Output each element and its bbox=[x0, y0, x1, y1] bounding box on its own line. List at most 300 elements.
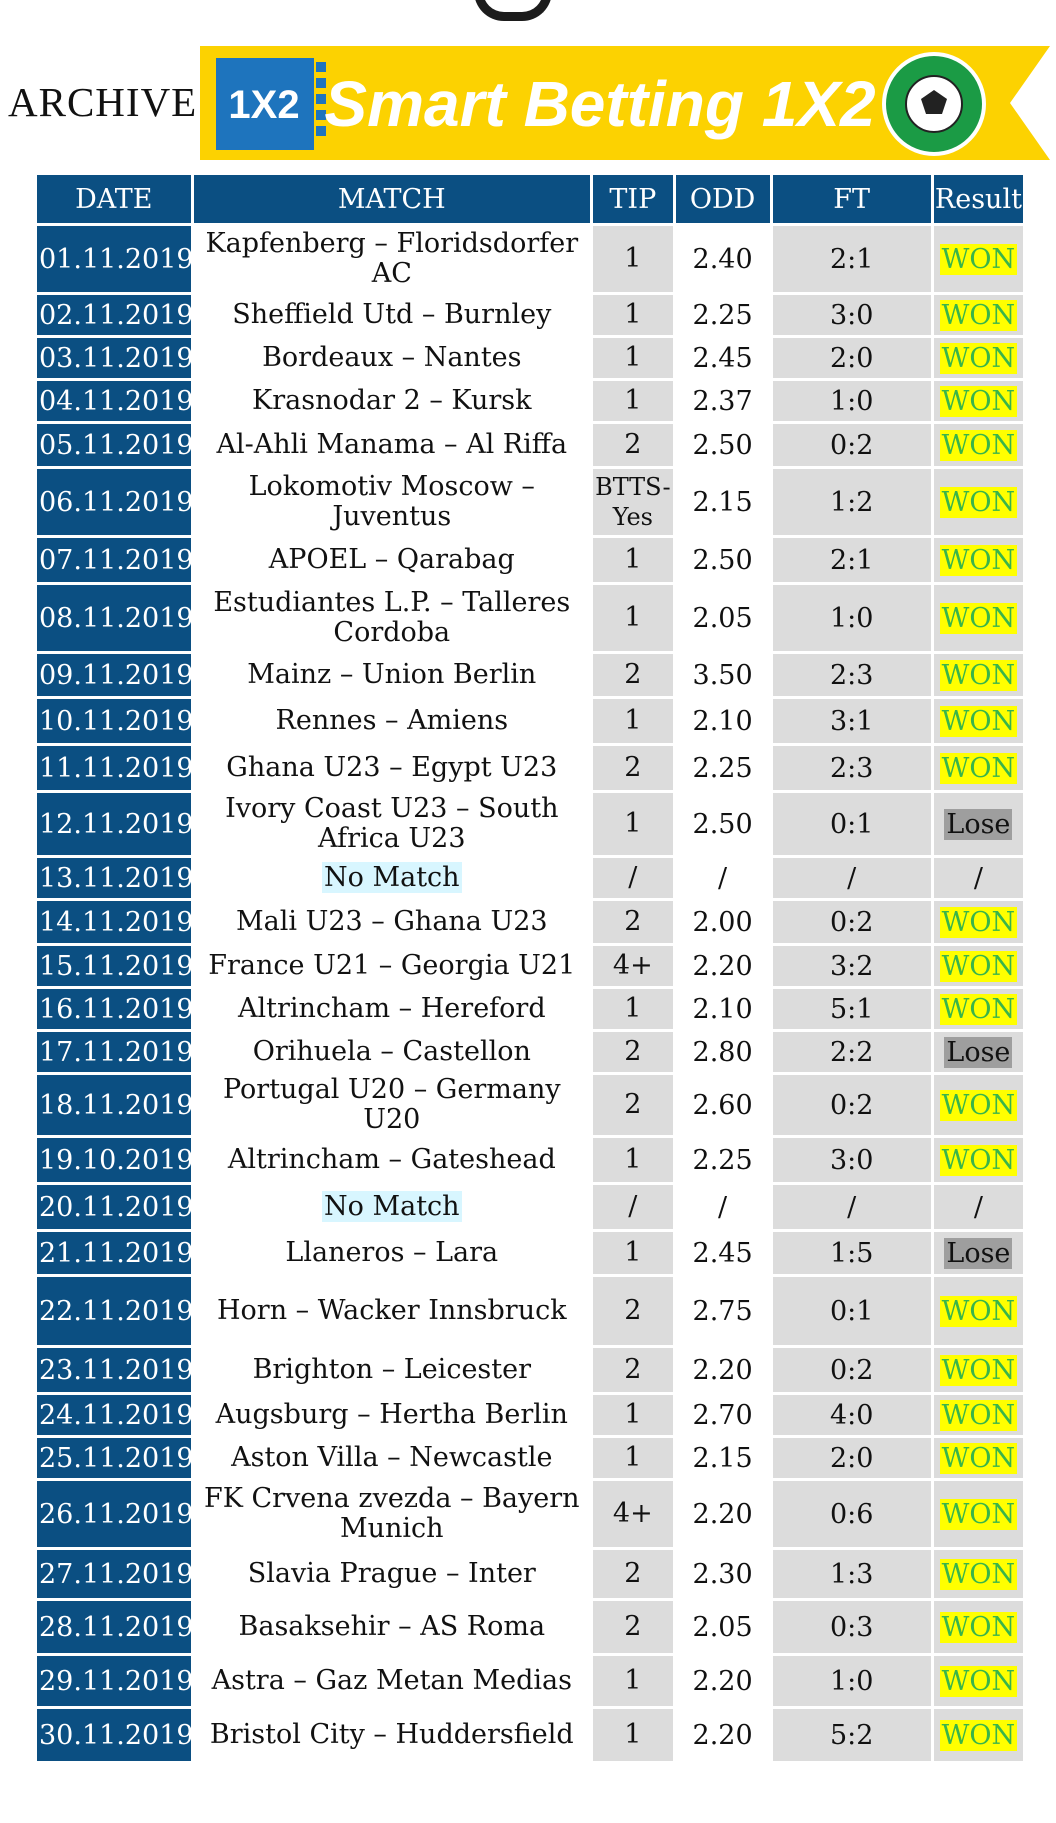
ft-cell bbox=[773, 469, 931, 535]
match-cell bbox=[194, 1138, 590, 1182]
ft-cell-text: 1:0 bbox=[829, 602, 874, 634]
odd-cell-text: 2.80 bbox=[692, 1036, 753, 1068]
tip-cell bbox=[593, 1438, 673, 1478]
odd-cell bbox=[676, 1075, 770, 1135]
match-cell-text: Altrincham – Hereford bbox=[237, 993, 546, 1024]
result-won-badge: WON bbox=[941, 950, 1016, 982]
result-cell bbox=[934, 989, 1023, 1029]
odd-cell-text: 2.20 bbox=[692, 950, 753, 982]
tip-cell bbox=[593, 338, 673, 378]
result-won-badge: WON bbox=[941, 602, 1016, 634]
date-cell-text: 22.11.2019 bbox=[39, 1295, 194, 1327]
match-cell-text: Orihuela – Castellon bbox=[252, 1036, 531, 1067]
tip-cell bbox=[593, 989, 673, 1029]
match-cell bbox=[194, 424, 590, 466]
tip-cell bbox=[593, 746, 673, 790]
date-cell bbox=[37, 381, 194, 421]
match-cell bbox=[194, 946, 590, 986]
date-cell bbox=[37, 338, 194, 378]
odd-cell bbox=[676, 381, 770, 421]
result-won-badge: WON bbox=[941, 1295, 1016, 1327]
odd-cell bbox=[676, 1348, 770, 1392]
ft-cell bbox=[773, 1709, 931, 1761]
ft-cell bbox=[773, 793, 931, 855]
result-lose-badge: Lose bbox=[946, 1237, 1011, 1269]
result-cell bbox=[934, 585, 1023, 651]
table-row bbox=[37, 1709, 1023, 1761]
ft-cell-text: / bbox=[847, 1191, 857, 1223]
match-cell-text: Sheffield Utd – Burnley bbox=[232, 299, 552, 330]
no-match-label: No Match bbox=[324, 862, 460, 893]
match-cell bbox=[194, 469, 590, 535]
match-cell-text: Krasnodar 2 – Kursk bbox=[252, 385, 532, 416]
date-cell bbox=[37, 1348, 194, 1392]
odd-cell bbox=[676, 1601, 770, 1653]
date-cell-text: 05.11.2019 bbox=[39, 429, 194, 461]
odd-cell-text: 2.75 bbox=[692, 1295, 753, 1327]
tip-cell-text: 4+ bbox=[612, 950, 653, 981]
ft-cell-text: 1:2 bbox=[829, 486, 874, 518]
match-cell bbox=[194, 1032, 590, 1072]
tip-cell-text: 2 bbox=[624, 906, 642, 937]
date-cell-text: 02.11.2019 bbox=[39, 299, 194, 331]
date-cell-text: 30.11.2019 bbox=[39, 1719, 194, 1751]
no-match-label: No Match bbox=[324, 1191, 460, 1222]
table-row bbox=[37, 1550, 1023, 1598]
date-cell-text: 17.11.2019 bbox=[39, 1036, 194, 1068]
match-cell bbox=[194, 381, 590, 421]
odd-cell bbox=[676, 295, 770, 335]
tip-cell-text: / bbox=[628, 1191, 638, 1222]
result-cell bbox=[934, 424, 1023, 466]
ft-cell bbox=[773, 1138, 931, 1182]
match-cell bbox=[194, 654, 590, 696]
match-cell bbox=[194, 1438, 590, 1478]
date-cell-text: 10.11.2019 bbox=[39, 705, 194, 737]
tip-cell bbox=[593, 1395, 673, 1435]
result-cell bbox=[934, 1656, 1023, 1706]
date-cell-text: 03.11.2019 bbox=[39, 342, 194, 374]
col-header-date: DATE bbox=[37, 175, 191, 223]
date-cell-text: 15.11.2019 bbox=[39, 950, 194, 982]
odd-cell bbox=[676, 1656, 770, 1706]
odd-cell-text: 2.45 bbox=[692, 1237, 753, 1269]
table-row bbox=[37, 699, 1023, 743]
football-seal-icon bbox=[884, 54, 984, 154]
ft-cell-text: 2:1 bbox=[829, 243, 874, 275]
match-cell-text: Mali U23 – Ghana U23 bbox=[235, 906, 548, 937]
ft-cell-text: 3:0 bbox=[829, 299, 874, 331]
odd-cell-text: 2.20 bbox=[692, 1354, 753, 1386]
match-cell-text: Kapfenberg – Floridsdorfer AC bbox=[205, 228, 579, 289]
match-cell-text: Brighton – Leicester bbox=[252, 1354, 532, 1385]
tip-cell-text: 1 bbox=[624, 602, 642, 633]
match-cell-text: Bordeaux – Nantes bbox=[262, 342, 522, 373]
archive-table bbox=[34, 172, 1026, 1764]
tip-cell-text: 2 bbox=[624, 1558, 642, 1589]
tip-cell bbox=[593, 1232, 673, 1274]
result-empty: / bbox=[973, 1191, 983, 1223]
date-cell bbox=[37, 1032, 194, 1072]
date-cell bbox=[37, 654, 194, 696]
brand-banner-graphic bbox=[200, 46, 1050, 160]
match-cell bbox=[194, 538, 590, 582]
odd-cell-text: 2.15 bbox=[692, 486, 753, 518]
date-cell bbox=[37, 469, 194, 535]
table-row bbox=[37, 469, 1023, 535]
match-cell-text: Rennes – Amiens bbox=[275, 705, 509, 736]
table-row bbox=[37, 946, 1023, 986]
date-cell bbox=[37, 901, 194, 943]
tip-cell-text: 1 bbox=[624, 1665, 642, 1696]
ft-cell bbox=[773, 1656, 931, 1706]
table-row bbox=[37, 1138, 1023, 1182]
result-won-badge: WON bbox=[941, 385, 1016, 417]
ft-cell bbox=[773, 1232, 931, 1274]
tip-cell bbox=[593, 654, 673, 696]
odd-cell bbox=[676, 338, 770, 378]
result-cell bbox=[934, 1601, 1023, 1653]
odd-cell-text: 2.45 bbox=[692, 342, 753, 374]
ft-cell-text: 2:3 bbox=[829, 659, 874, 691]
result-won-badge: WON bbox=[941, 243, 1016, 275]
ft-cell bbox=[773, 901, 931, 943]
tip-cell bbox=[593, 1348, 673, 1392]
ft-cell-text: 0:2 bbox=[829, 429, 874, 461]
date-cell-text: 11.11.2019 bbox=[39, 752, 194, 784]
match-cell bbox=[194, 226, 590, 292]
tip-cell-text: 1 bbox=[624, 1144, 642, 1175]
date-cell bbox=[37, 1277, 194, 1345]
result-won-badge: WON bbox=[941, 659, 1016, 691]
result-cell bbox=[934, 469, 1023, 535]
result-cell bbox=[934, 295, 1023, 335]
odd-cell bbox=[676, 469, 770, 535]
table-row bbox=[37, 858, 1023, 898]
ft-cell bbox=[773, 1601, 931, 1653]
date-cell-text: 21.11.2019 bbox=[39, 1237, 194, 1269]
result-cell bbox=[934, 901, 1023, 943]
ft-cell-text: 4:0 bbox=[829, 1399, 874, 1431]
table-row bbox=[37, 1232, 1023, 1274]
date-cell-text: 14.11.2019 bbox=[39, 906, 194, 938]
result-won-badge: WON bbox=[941, 486, 1016, 518]
match-cell bbox=[194, 1348, 590, 1392]
table-row bbox=[37, 424, 1023, 466]
result-won-badge: WON bbox=[941, 342, 1016, 374]
ft-cell bbox=[773, 1185, 931, 1229]
match-cell bbox=[194, 901, 590, 943]
table-row bbox=[37, 746, 1023, 790]
result-won-badge: WON bbox=[941, 1498, 1016, 1530]
result-won-badge: WON bbox=[941, 705, 1016, 737]
table-row bbox=[37, 1656, 1023, 1706]
odd-cell bbox=[676, 1709, 770, 1761]
result-won-badge: WON bbox=[941, 1089, 1016, 1121]
match-cell bbox=[194, 585, 590, 651]
ft-cell-text: 0:6 bbox=[829, 1498, 874, 1530]
ft-cell bbox=[773, 858, 931, 898]
table-header-row bbox=[37, 175, 1023, 223]
date-cell-text: 16.11.2019 bbox=[39, 993, 194, 1025]
date-cell-text: 19.10.2019 bbox=[39, 1144, 194, 1176]
tip-cell-text: 1 bbox=[624, 808, 642, 839]
date-cell-text: 08.11.2019 bbox=[39, 602, 194, 634]
ft-cell-text: 1:0 bbox=[829, 1665, 874, 1697]
date-cell bbox=[37, 1709, 194, 1761]
result-cell bbox=[934, 1232, 1023, 1274]
ft-cell bbox=[773, 338, 931, 378]
odd-cell-text: 2.50 bbox=[692, 544, 753, 576]
ft-cell-text: 0:2 bbox=[829, 1089, 874, 1121]
match-cell bbox=[194, 1656, 590, 1706]
date-cell bbox=[37, 1185, 194, 1229]
ft-cell-text: 1:0 bbox=[829, 385, 874, 417]
odd-cell bbox=[676, 901, 770, 943]
match-cell bbox=[194, 1481, 590, 1547]
tip-cell-text: 1 bbox=[624, 993, 642, 1024]
date-cell bbox=[37, 1438, 194, 1478]
odd-cell bbox=[676, 585, 770, 651]
col-header-result: Result bbox=[934, 175, 1023, 223]
ft-cell bbox=[773, 295, 931, 335]
table-row bbox=[37, 1438, 1023, 1478]
ft-cell bbox=[773, 1481, 931, 1547]
odd-cell bbox=[676, 654, 770, 696]
tip-cell-text: BTTS-Yes bbox=[595, 473, 671, 531]
odd-cell-text: 2.00 bbox=[692, 906, 753, 938]
ft-cell bbox=[773, 424, 931, 466]
ft-cell bbox=[773, 1348, 931, 1392]
result-won-badge: WON bbox=[941, 1558, 1016, 1590]
tip-cell bbox=[593, 1032, 673, 1072]
table-row bbox=[37, 538, 1023, 582]
table-row bbox=[37, 793, 1023, 855]
ft-cell-text: 3:2 bbox=[829, 950, 874, 982]
match-cell-text: Estudiantes L.P. – Talleres Cordoba bbox=[213, 587, 571, 648]
table-row bbox=[37, 338, 1023, 378]
table-row bbox=[37, 381, 1023, 421]
brand-title: Smart Betting 1X2 bbox=[324, 68, 876, 140]
tip-cell bbox=[593, 295, 673, 335]
cropped-title-glyph bbox=[474, 0, 552, 21]
result-cell bbox=[934, 1550, 1023, 1598]
odd-cell-text: 2.50 bbox=[692, 808, 753, 840]
date-cell bbox=[37, 858, 194, 898]
result-won-badge: WON bbox=[941, 906, 1016, 938]
odd-cell bbox=[676, 1438, 770, 1478]
ft-cell bbox=[773, 946, 931, 986]
archive-label: ARCHIVE bbox=[8, 79, 198, 125]
table-row bbox=[37, 1601, 1023, 1653]
ft-cell bbox=[773, 585, 931, 651]
result-cell bbox=[934, 1438, 1023, 1478]
match-cell bbox=[194, 1601, 590, 1653]
date-cell bbox=[37, 226, 194, 292]
tip-cell-text: 1 bbox=[624, 1719, 642, 1750]
date-cell-text: 01.11.2019 bbox=[39, 243, 194, 275]
date-cell-text: 18.11.2019 bbox=[39, 1089, 194, 1121]
tip-cell-text: 2 bbox=[624, 752, 642, 783]
tip-cell-text: 1 bbox=[624, 385, 642, 416]
odd-cell-text: 2.25 bbox=[692, 1144, 753, 1176]
result-cell bbox=[934, 1032, 1023, 1072]
ft-cell bbox=[773, 1277, 931, 1345]
result-lose-badge: Lose bbox=[946, 808, 1011, 840]
result-cell bbox=[934, 338, 1023, 378]
date-cell-text: 13.11.2019 bbox=[39, 862, 194, 894]
tip-cell-text: / bbox=[628, 862, 638, 893]
date-cell bbox=[37, 1550, 194, 1598]
ft-cell-text: 5:2 bbox=[829, 1719, 874, 1751]
result-won-badge: WON bbox=[941, 544, 1016, 576]
tip-cell-text: 2 bbox=[624, 659, 642, 690]
tip-cell-text: 2 bbox=[624, 1089, 642, 1120]
odd-cell-text: 2.10 bbox=[692, 993, 753, 1025]
ft-cell-text: 3:1 bbox=[829, 705, 874, 737]
odd-cell bbox=[676, 1395, 770, 1435]
tip-cell-text: 2 bbox=[624, 1295, 642, 1326]
odd-cell bbox=[676, 946, 770, 986]
result-won-badge: WON bbox=[941, 1144, 1016, 1176]
tip-cell bbox=[593, 901, 673, 943]
tip-cell bbox=[593, 1185, 673, 1229]
match-cell bbox=[194, 1277, 590, 1345]
tip-cell-text: 2 bbox=[624, 1354, 642, 1385]
match-cell-text: Ivory Coast U23 – South Africa U23 bbox=[225, 793, 559, 854]
date-cell bbox=[37, 1601, 194, 1653]
ft-cell bbox=[773, 699, 931, 743]
match-cell-text: Augsburg – Hertha Berlin bbox=[215, 1399, 568, 1430]
match-cell bbox=[194, 1232, 590, 1274]
odd-cell bbox=[676, 1138, 770, 1182]
result-cell bbox=[934, 1481, 1023, 1547]
date-cell bbox=[37, 1138, 194, 1182]
odd-cell-text: 2.25 bbox=[692, 299, 753, 331]
result-won-badge: WON bbox=[941, 1611, 1016, 1643]
match-cell-text: Horn – Wacker Innsbruck bbox=[217, 1295, 567, 1326]
date-cell-text: 07.11.2019 bbox=[39, 544, 194, 576]
date-cell bbox=[37, 1395, 194, 1435]
odd-cell bbox=[676, 989, 770, 1029]
date-cell bbox=[37, 1656, 194, 1706]
table-row bbox=[37, 1277, 1023, 1345]
match-cell bbox=[194, 295, 590, 335]
result-cell bbox=[934, 654, 1023, 696]
table-row bbox=[37, 1481, 1023, 1547]
tip-cell bbox=[593, 424, 673, 466]
match-cell-text: Basaksehir – AS Roma bbox=[238, 1611, 546, 1642]
date-cell-text: 29.11.2019 bbox=[39, 1665, 194, 1697]
match-cell bbox=[194, 746, 590, 790]
date-cell bbox=[37, 1481, 194, 1547]
odd-cell-text: 2.40 bbox=[692, 243, 753, 275]
tip-cell bbox=[593, 858, 673, 898]
ft-cell-text: 2:3 bbox=[829, 752, 874, 784]
result-won-badge: WON bbox=[941, 1354, 1016, 1386]
ft-cell-text: 3:0 bbox=[829, 1144, 874, 1176]
tip-cell bbox=[593, 1138, 673, 1182]
tip-cell bbox=[593, 793, 673, 855]
odd-cell-text: 2.25 bbox=[692, 752, 753, 784]
result-cell bbox=[934, 746, 1023, 790]
tip-cell bbox=[593, 1550, 673, 1598]
table-row bbox=[37, 585, 1023, 651]
ft-cell bbox=[773, 1032, 931, 1072]
odd-cell-text: 2.20 bbox=[692, 1498, 753, 1530]
odd-cell-text: 2.70 bbox=[692, 1399, 753, 1431]
ft-cell-text: 0:3 bbox=[829, 1611, 874, 1643]
ft-cell-text: / bbox=[847, 862, 857, 894]
date-cell bbox=[37, 989, 194, 1029]
odd-cell bbox=[676, 699, 770, 743]
match-cell-text: Lokomotiv Moscow – Juventus bbox=[248, 471, 535, 532]
result-won-badge: WON bbox=[941, 429, 1016, 461]
match-cell-text: France U21 – Georgia U21 bbox=[208, 950, 576, 981]
match-cell-text: Bristol City – Huddersfield bbox=[209, 1719, 574, 1750]
tip-cell-text: 1 bbox=[624, 299, 642, 330]
match-cell bbox=[194, 1709, 590, 1761]
ft-cell bbox=[773, 1550, 931, 1598]
result-cell bbox=[934, 1138, 1023, 1182]
match-cell bbox=[194, 858, 590, 898]
odd-cell-text: 3.50 bbox=[692, 659, 753, 691]
result-cell bbox=[934, 1277, 1023, 1345]
date-cell-text: 06.11.2019 bbox=[39, 486, 194, 518]
ft-cell bbox=[773, 226, 931, 292]
tip-cell bbox=[593, 1656, 673, 1706]
date-cell-text: 20.11.2019 bbox=[39, 1191, 194, 1223]
table-row bbox=[37, 295, 1023, 335]
result-cell bbox=[934, 793, 1023, 855]
match-cell-text: Altrincham – Gateshead bbox=[227, 1144, 556, 1175]
match-cell bbox=[194, 338, 590, 378]
odd-cell-text: 2.37 bbox=[692, 385, 753, 417]
tip-cell bbox=[593, 1277, 673, 1345]
date-cell-text: 25.11.2019 bbox=[39, 1442, 194, 1474]
date-cell bbox=[37, 946, 194, 986]
odd-cell-text: 2.30 bbox=[692, 1558, 753, 1590]
result-won-badge: WON bbox=[941, 299, 1016, 331]
col-header-ft: FT bbox=[773, 175, 931, 223]
date-cell-text: 26.11.2019 bbox=[39, 1498, 194, 1530]
odd-cell bbox=[676, 424, 770, 466]
result-cell bbox=[934, 1075, 1023, 1135]
table-row bbox=[37, 654, 1023, 696]
date-cell bbox=[37, 424, 194, 466]
ft-cell-text: 0:1 bbox=[829, 808, 874, 840]
date-cell bbox=[37, 585, 194, 651]
ft-cell bbox=[773, 989, 931, 1029]
tip-cell-text: 1 bbox=[624, 243, 642, 274]
tip-cell bbox=[593, 1481, 673, 1547]
tip-cell-text: 1 bbox=[624, 705, 642, 736]
table-row bbox=[37, 901, 1023, 943]
result-cell bbox=[934, 538, 1023, 582]
date-cell-text: 23.11.2019 bbox=[39, 1354, 194, 1386]
table-row bbox=[37, 226, 1023, 292]
tip-cell bbox=[593, 469, 673, 535]
result-empty: / bbox=[973, 862, 983, 894]
odd-cell-text: 2.15 bbox=[692, 1442, 753, 1474]
ft-cell bbox=[773, 654, 931, 696]
match-cell bbox=[194, 1075, 590, 1135]
match-cell-text: Al-Ahli Manama – Al Riffa bbox=[216, 429, 568, 460]
ft-cell bbox=[773, 746, 931, 790]
date-cell-text: 27.11.2019 bbox=[39, 1558, 194, 1590]
ft-cell bbox=[773, 1438, 931, 1478]
match-cell-text: Astra – Gaz Metan Medias bbox=[211, 1665, 572, 1696]
